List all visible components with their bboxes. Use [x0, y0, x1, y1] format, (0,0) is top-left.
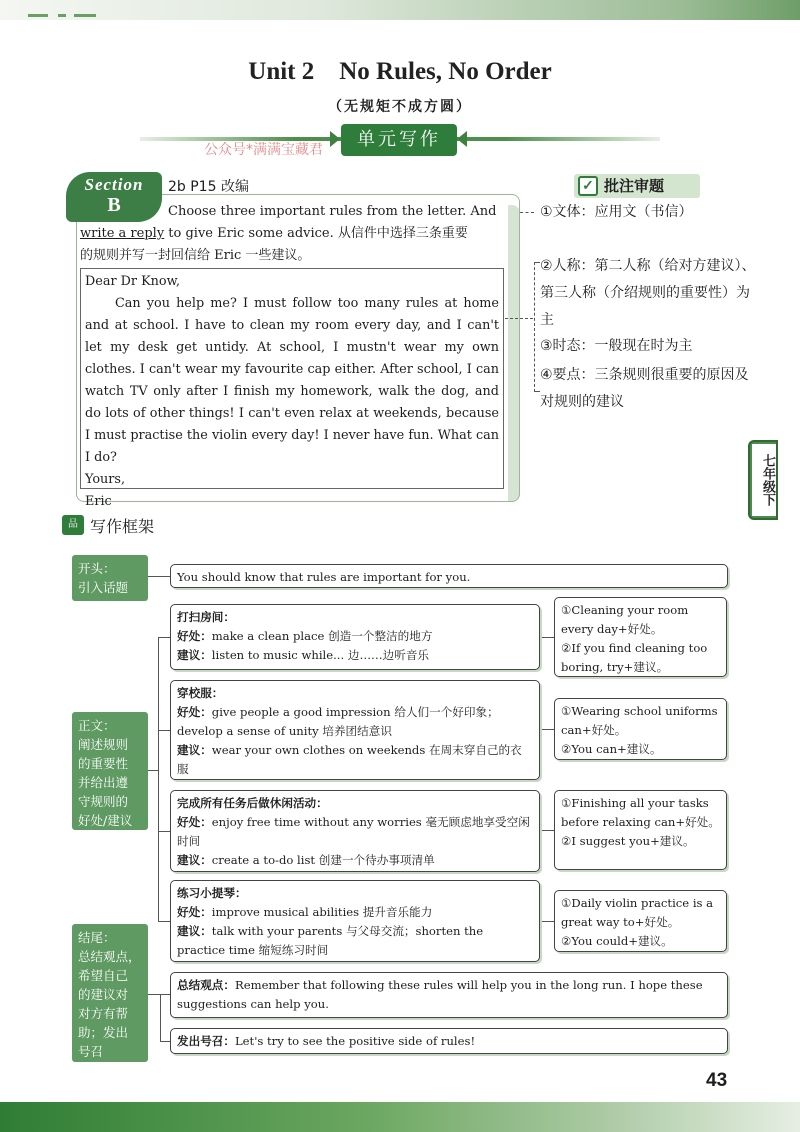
pattern-sentence: ②If you find cleaning too boring, try+建议。 [561, 641, 708, 674]
banner-arrow-left [330, 131, 340, 147]
rule-value: talk with your parents 与父母交流；shorten the practice time 缩短练习时间 [177, 924, 484, 957]
connector-line [160, 994, 161, 1041]
rule-box [170, 680, 540, 780]
letter-box [80, 268, 504, 509]
rule-value: create a to-do list 创建一个待办事项清单 [211, 853, 435, 867]
grade-side-tab-label: 七年级下 [752, 444, 776, 516]
section-badge-label: Section [84, 175, 144, 194]
connector-line [158, 730, 170, 731]
rule-box [170, 604, 540, 670]
framework-icon: 品 [62, 515, 84, 535]
task-text-line: Choose three important rules from the letter. And [168, 204, 497, 219]
top-dash [28, 14, 48, 17]
bottom-decorative-band [0, 1102, 800, 1132]
summary-value: Remember that following these rules will help you in the long run. I hope these suggestions can help you. [177, 978, 703, 1011]
task-text-line: 的规则并写一封回信给 Eric 一些建议。 [80, 248, 311, 263]
task-underlined-text: write a reply [80, 226, 165, 241]
rule-key: 建议： [177, 648, 212, 662]
watermark: 公众号*满满宝藏君 [204, 142, 323, 158]
rule-key: 好处： [177, 705, 212, 719]
rule-box [170, 880, 540, 962]
letter-greeting: Dear Dr Know, [85, 274, 181, 289]
rule-key: 好处： [177, 629, 212, 643]
task-text-line [80, 223, 508, 245]
connector-line [148, 994, 160, 995]
label-opening: 开头： 引入话题 [72, 555, 148, 601]
connector-line [540, 830, 554, 831]
rule-key: 建议： [177, 853, 212, 867]
letter-closing: Yours, [85, 472, 126, 487]
section-badge [66, 172, 162, 222]
page-number: 43 [706, 1070, 728, 1091]
call-to-action-box [170, 1028, 728, 1054]
rule-heading: 练习小提琴： [177, 886, 247, 900]
top-dash [58, 14, 66, 17]
letter-signature: Eric [85, 494, 112, 509]
opening-sentence-box: You should know that rules are important for you. [170, 564, 728, 588]
pattern-sentence: ②You could+建议。 [561, 934, 673, 948]
rule-heading: 打扫房间： [177, 610, 235, 624]
pointer-line [505, 318, 533, 319]
rule-value: improve musical abilities 提升音乐能力 [211, 905, 433, 919]
connector-line [148, 770, 158, 771]
pattern-sentence: ①Cleaning your room every day+好处。 [561, 603, 689, 636]
rule-box [170, 790, 540, 872]
note-item: ③时态：一般现在时为主 [540, 338, 693, 354]
rule-heading: 完成所有任务后做休闲活动： [177, 796, 328, 810]
pattern-sentence: ②You can+建议。 [561, 742, 662, 756]
rule-value: make a clean place 创造一个整洁的地方 [211, 629, 433, 643]
rule-value: listen to music while... 边……边听音乐 [211, 648, 430, 662]
notes-title: 批注审题 [604, 177, 665, 195]
connector-line [158, 831, 170, 832]
pattern-sentence: ①Daily violin practice is a great way to+好处。 [561, 896, 714, 929]
rule-key: 好处： [177, 905, 212, 919]
pointer-line [520, 212, 534, 213]
rule-key: 建议： [177, 924, 212, 938]
summary-key: 总结观点： [177, 978, 235, 992]
note-item: ①文体：应用文（书信） [540, 204, 693, 220]
section-banner: 单元写作 [341, 124, 457, 156]
task-reference: 2b P15 改编 [168, 179, 249, 195]
pattern-box [554, 698, 727, 760]
top-dash [74, 14, 96, 17]
rule-value: enjoy free time without any worries 毫无顾虑地享受空闲时间 [177, 815, 530, 848]
section-badge-letter: B [107, 194, 121, 216]
label-ending: 结尾： 总结观点， 希望自己 的建议对 对方有帮 助；发出 号召 [72, 924, 148, 1062]
connector-line [158, 921, 170, 922]
pattern-box [554, 597, 727, 677]
note-item: ②人称：第二人称（给对方建议）、第三人称（介绍规则的重要性）为主 [540, 258, 756, 328]
connector-line [160, 994, 170, 995]
framework-title: 写作框架 [90, 517, 155, 536]
summary-box [170, 972, 728, 1018]
task-text: to give Eric some advice. 从信件中选择三条重要 [164, 226, 468, 241]
rule-key: 好处： [177, 815, 212, 829]
call-value: Let's try to see the positive side of rules! [234, 1034, 476, 1048]
connector-line [158, 637, 159, 921]
pattern-sentence: ②I suggest you+建议。 [561, 834, 695, 848]
connector-line [540, 921, 554, 922]
checkbox-icon: ✓ [578, 176, 598, 196]
letter-body: Can you help me? I must follow too many rules at home and at school. I have to clean my room every day, and I can't let my desk get untidy. At school, I mustn't wear my own clothes. I can't wear my favourite cap either. After school, I can watch TV only after I finish my homework, walk the dog, and do lots of other things! I can't even relax at weekends, because I must practise the violin every day! I never have fun. What can I do? [85, 296, 499, 465]
page-subtitle: （无规矩不成方圆） [328, 99, 472, 115]
call-key: 发出号召： [177, 1034, 235, 1048]
rule-heading: 穿校服： [177, 686, 224, 700]
page-title: Unit 2 No Rules, No Order [248, 58, 552, 85]
connector-line [158, 637, 170, 638]
pattern-sentence: ①Finishing all your tasks before relaxing can+好处。 [561, 796, 720, 829]
banner-arrow-right [457, 131, 467, 147]
connector-line [540, 729, 554, 730]
rule-value: give people a good impression 给人们一个好印象；develop a sense of unity 培养团结意识 [177, 705, 499, 738]
connector-line [160, 1041, 170, 1042]
connector-line [540, 637, 554, 638]
rule-key: 建议： [177, 743, 212, 757]
pattern-box [554, 890, 727, 952]
label-body: 正文： 阐述规则 的重要性 并给出遵 守规则的 好处/建议 [72, 712, 148, 830]
pattern-box [554, 790, 727, 870]
rule-value: wear your own clothes on weekends 在周末穿自己的衣服 [177, 743, 522, 776]
pattern-sentence: ①Wearing school uniforms can+好处。 [561, 704, 718, 737]
connector-line [148, 576, 170, 577]
note-item: ④要点：三条规则很重要的原因及对规则的建议 [540, 367, 749, 410]
top-decorative-band [0, 0, 800, 20]
